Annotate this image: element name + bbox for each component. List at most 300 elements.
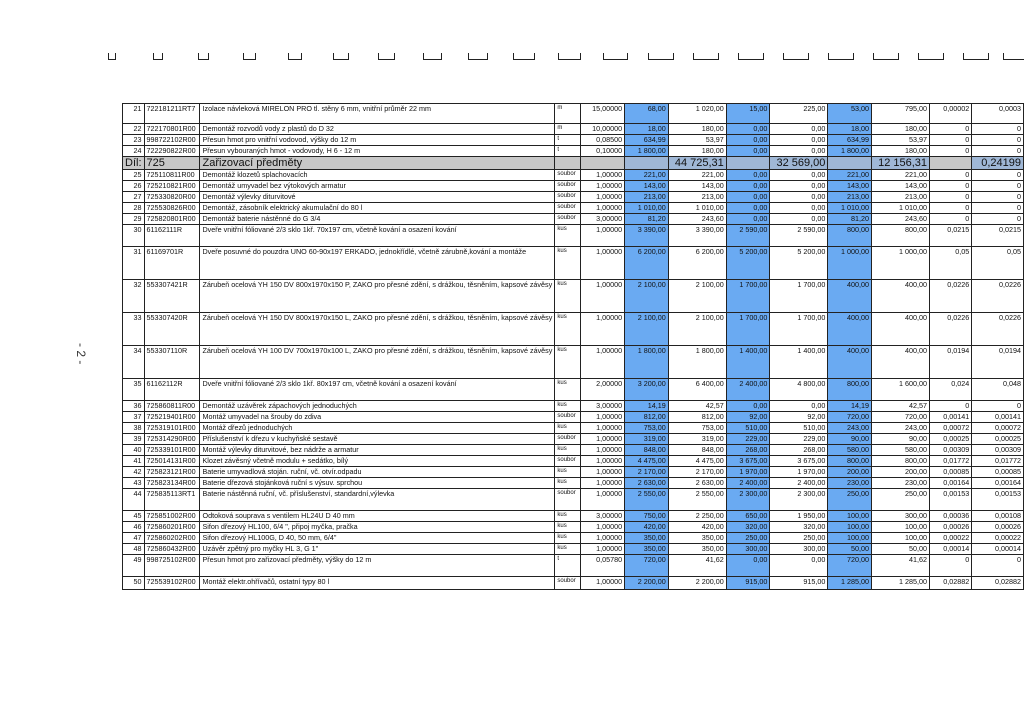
total-material-cell: 1 970,00 bbox=[770, 467, 828, 478]
unit-material-cell: 0,00 bbox=[726, 124, 770, 135]
quantity-cell: 3,00000 bbox=[581, 401, 625, 412]
unit-cell: kus bbox=[555, 511, 581, 522]
unit-weight-cell: 0,00085 bbox=[930, 467, 972, 478]
total-weight-cell: 0,01772 bbox=[972, 456, 1024, 467]
table-row bbox=[123, 577, 1024, 590]
unit-material-cell: 2 300,00 bbox=[726, 489, 770, 511]
unit-weight-cell: 0,00014 bbox=[930, 544, 972, 555]
total-labour-cell: 250,00 bbox=[872, 489, 930, 511]
item-description-cell: Izolace návleková MIRELON PRO tl. stěny 6 mm, vnitřní průměr 22 mm bbox=[200, 104, 555, 124]
item-code-cell: 725339101R00 bbox=[144, 445, 200, 456]
item-number-cell: 50 bbox=[123, 577, 145, 590]
unit-cell bbox=[555, 157, 581, 170]
edge-tick bbox=[918, 53, 944, 60]
unit-weight-cell: 0 bbox=[930, 170, 972, 181]
unit-material-cell: 92,00 bbox=[726, 412, 770, 423]
total-labour-cell: 41,62 bbox=[872, 555, 930, 577]
scan-edge-marks bbox=[108, 44, 1008, 60]
total-labour-cell: 1 010,00 bbox=[872, 203, 930, 214]
unit-labour-cell: 100,00 bbox=[828, 522, 872, 533]
item-number-cell: 34 bbox=[123, 346, 145, 379]
item-code-cell: 553307421R bbox=[144, 280, 200, 313]
total-labour-cell: 1 600,00 bbox=[872, 379, 930, 401]
total-material-cell: 1 950,00 bbox=[770, 511, 828, 522]
edge-tick bbox=[243, 53, 256, 60]
item-code-cell: 722181211RT7 bbox=[144, 104, 200, 124]
table-row bbox=[123, 280, 1024, 313]
unit-cell: kus bbox=[555, 280, 581, 313]
table-row bbox=[123, 124, 1024, 135]
unit-price-cell: 3 390,00 bbox=[625, 225, 669, 247]
item-number-cell: 42 bbox=[123, 467, 145, 478]
edge-tick bbox=[1003, 53, 1024, 60]
total-labour-cell: 1 285,00 bbox=[872, 577, 930, 590]
unit-material-cell: 320,00 bbox=[726, 522, 770, 533]
unit-material-cell: 268,00 bbox=[726, 445, 770, 456]
total-material-cell: 510,00 bbox=[770, 423, 828, 434]
total-weight-cell: 0,00309 bbox=[972, 445, 1024, 456]
table-row bbox=[123, 445, 1024, 456]
edge-tick bbox=[648, 53, 674, 60]
unit-material-cell: 1 970,00 bbox=[726, 467, 770, 478]
quantity-cell: 1,00000 bbox=[581, 522, 625, 533]
total-price-cell: 6 400,00 bbox=[668, 379, 726, 401]
unit-weight-cell: 0,0226 bbox=[930, 280, 972, 313]
total-weight-cell: 0,0215 bbox=[972, 225, 1024, 247]
unit-weight-cell: 0 bbox=[930, 146, 972, 157]
item-number-cell: 27 bbox=[123, 192, 145, 203]
table-row bbox=[123, 379, 1024, 401]
total-price-cell: 180,00 bbox=[668, 146, 726, 157]
total-labour-cell: 300,00 bbox=[872, 511, 930, 522]
item-description-cell: Klozet závěsný včetně modulu + sedátko, bílý bbox=[200, 456, 555, 467]
unit-labour-cell: 1 800,00 bbox=[828, 146, 872, 157]
total-price-cell: 753,00 bbox=[668, 423, 726, 434]
item-description-cell: Sifon dřezový HL100, 6/4 ", připoj myčka, pračka bbox=[200, 522, 555, 533]
unit-cell: m bbox=[555, 124, 581, 135]
total-material-cell: 300,00 bbox=[770, 544, 828, 555]
unit-price-cell: 18,00 bbox=[625, 124, 669, 135]
quantity-cell: 1,00000 bbox=[581, 313, 625, 346]
total-price-cell: 2 630,00 bbox=[668, 478, 726, 489]
unit-labour-cell: 720,00 bbox=[828, 555, 872, 577]
unit-material-cell: 15,00 bbox=[726, 104, 770, 124]
total-labour-cell: 400,00 bbox=[872, 313, 930, 346]
table-row bbox=[123, 170, 1024, 181]
total-labour-cell: 795,00 bbox=[872, 104, 930, 124]
total-material-cell: 0,00 bbox=[770, 192, 828, 203]
total-weight-cell: 0,05 bbox=[972, 247, 1024, 280]
unit-price-cell: 14,19 bbox=[625, 401, 669, 412]
unit-labour-cell: 100,00 bbox=[828, 511, 872, 522]
total-weight-cell: 0,02882 bbox=[972, 577, 1024, 590]
unit-material-cell: 5 200,00 bbox=[726, 247, 770, 280]
total-weight-cell: 0,0226 bbox=[972, 313, 1024, 346]
total-price-cell: 350,00 bbox=[668, 544, 726, 555]
unit-cell: kus bbox=[555, 401, 581, 412]
unit-price-cell: 720,00 bbox=[625, 555, 669, 577]
total-material-cell: 0,00 bbox=[770, 181, 828, 192]
table-row bbox=[123, 203, 1024, 214]
unit-weight-cell: 0,02882 bbox=[930, 577, 972, 590]
unit-cell: kus bbox=[555, 522, 581, 533]
unit-cell: kus bbox=[555, 379, 581, 401]
unit-weight-cell: 0,00141 bbox=[930, 412, 972, 423]
unit-material-cell: 0,00 bbox=[726, 214, 770, 225]
table-row bbox=[123, 522, 1024, 533]
item-code-cell: 725851002R00 bbox=[144, 511, 200, 522]
unit-material-cell: 1 400,00 bbox=[726, 346, 770, 379]
total-price-cell: 1 800,00 bbox=[668, 346, 726, 379]
unit-material-cell: 1 700,00 bbox=[726, 280, 770, 313]
unit-labour-cell bbox=[828, 157, 872, 170]
unit-labour-cell: 50,00 bbox=[828, 544, 872, 555]
item-description-cell: Zárubeň ocelová YH 150 DV 800x1970x150 L, ZAKO pro přesné zdění, s drážkou, těsněním, kapsové závěsy bbox=[200, 313, 555, 346]
total-material-cell: 0,00 bbox=[770, 555, 828, 577]
unit-material-cell: 0,00 bbox=[726, 146, 770, 157]
total-labour-cell: 50,00 bbox=[872, 544, 930, 555]
unit-material-cell: 229,00 bbox=[726, 434, 770, 445]
unit-price-cell: 221,00 bbox=[625, 170, 669, 181]
unit-cell: t bbox=[555, 555, 581, 577]
unit-labour-cell: 213,00 bbox=[828, 192, 872, 203]
unit-price-cell: 4 475,00 bbox=[625, 456, 669, 467]
item-code-cell: 725110811R00 bbox=[144, 170, 200, 181]
unit-material-cell: 0,00 bbox=[726, 192, 770, 203]
unit-weight-cell: 0 bbox=[930, 192, 972, 203]
unit-labour-cell: 53,00 bbox=[828, 104, 872, 124]
total-weight-cell: 0 bbox=[972, 203, 1024, 214]
quantity-cell: 1,00000 bbox=[581, 434, 625, 445]
unit-cell: kus bbox=[555, 423, 581, 434]
unit-material-cell: 2 590,00 bbox=[726, 225, 770, 247]
total-weight-cell: 0 bbox=[972, 135, 1024, 146]
total-weight-cell: 0 bbox=[972, 192, 1024, 203]
unit-price-cell: 753,00 bbox=[625, 423, 669, 434]
total-price-cell: 350,00 bbox=[668, 533, 726, 544]
item-number-cell: 26 bbox=[123, 181, 145, 192]
edge-tick bbox=[378, 53, 395, 60]
unit-material-cell: 250,00 bbox=[726, 533, 770, 544]
quantity-cell: 0,05780 bbox=[581, 555, 625, 577]
unit-price-cell: 2 170,00 bbox=[625, 467, 669, 478]
item-code-cell: 725860202R00 bbox=[144, 533, 200, 544]
total-price-cell: 180,00 bbox=[668, 124, 726, 135]
edge-tick bbox=[108, 53, 116, 60]
table-row bbox=[123, 214, 1024, 225]
item-code-cell: 725 bbox=[144, 157, 200, 170]
item-description-cell: Demontáž výlevky diturvitové bbox=[200, 192, 555, 203]
total-material-cell: 0,00 bbox=[770, 214, 828, 225]
unit-weight-cell bbox=[930, 157, 972, 170]
unit-weight-cell: 0 bbox=[930, 135, 972, 146]
section-row bbox=[123, 157, 1024, 170]
item-code-cell: 553307110R bbox=[144, 346, 200, 379]
total-material-cell: 915,00 bbox=[770, 577, 828, 590]
unit-material-cell: 3 675,00 bbox=[726, 456, 770, 467]
total-price-cell: 3 390,00 bbox=[668, 225, 726, 247]
total-labour-cell: 100,00 bbox=[872, 533, 930, 544]
total-weight-cell: 0,0003 bbox=[972, 104, 1024, 124]
unit-material-cell: 1 700,00 bbox=[726, 313, 770, 346]
table-row bbox=[123, 313, 1024, 346]
item-number-cell: 35 bbox=[123, 379, 145, 401]
edge-tick bbox=[558, 53, 581, 60]
unit-price-cell: 2 630,00 bbox=[625, 478, 669, 489]
total-price-cell: 243,60 bbox=[668, 214, 726, 225]
item-description-cell: Demontáž uzávěrek zápachových jednoduchých bbox=[200, 401, 555, 412]
table-row bbox=[123, 478, 1024, 489]
total-labour-cell: 800,00 bbox=[872, 456, 930, 467]
item-description-cell: Montáž dřezů jednoduchých bbox=[200, 423, 555, 434]
item-description-cell: Baterie dřezová stojánková ruční s výsuv. sprchou bbox=[200, 478, 555, 489]
total-material-cell: 2 590,00 bbox=[770, 225, 828, 247]
quantity-cell: 1,00000 bbox=[581, 247, 625, 280]
total-material-cell: 250,00 bbox=[770, 533, 828, 544]
quantity-cell bbox=[581, 157, 625, 170]
unit-material-cell: 0,00 bbox=[726, 181, 770, 192]
unit-weight-cell: 0,0194 bbox=[930, 346, 972, 379]
unit-price-cell: 2 100,00 bbox=[625, 280, 669, 313]
table-row bbox=[123, 544, 1024, 555]
table-row bbox=[123, 192, 1024, 203]
item-code-cell: 553307420R bbox=[144, 313, 200, 346]
unit-labour-cell: 143,00 bbox=[828, 181, 872, 192]
item-number-cell: 23 bbox=[123, 135, 145, 146]
total-labour-cell: 53,97 bbox=[872, 135, 930, 146]
total-labour-cell: 200,00 bbox=[872, 467, 930, 478]
item-number-cell: 28 bbox=[123, 203, 145, 214]
item-description-cell: Baterie umyvadlová stoján. ruční, vč. otvír.odpadu bbox=[200, 467, 555, 478]
total-material-cell: 32 569,00 bbox=[770, 157, 828, 170]
unit-price-cell bbox=[625, 157, 669, 170]
item-code-cell: 61162112R bbox=[144, 379, 200, 401]
unit-price-cell: 81,20 bbox=[625, 214, 669, 225]
total-weight-cell: 0,00141 bbox=[972, 412, 1024, 423]
table-row bbox=[123, 135, 1024, 146]
edge-tick bbox=[198, 53, 209, 60]
unit-price-cell: 750,00 bbox=[625, 511, 669, 522]
unit-cell: kus bbox=[555, 445, 581, 456]
unit-cell: soubor bbox=[555, 412, 581, 423]
item-description-cell: Montáž elektr.ohřívačů, ostatní typy 80 l bbox=[200, 577, 555, 590]
total-labour-cell: 400,00 bbox=[872, 346, 930, 379]
unit-price-cell: 3 200,00 bbox=[625, 379, 669, 401]
total-weight-cell: 0,00014 bbox=[972, 544, 1024, 555]
unit-material-cell: 650,00 bbox=[726, 511, 770, 522]
item-description-cell: Dveře posuvné do pouzdra UNO 60-90x197 ERKADO, jednokřídlé, včetně zárubně,kování a montáže bbox=[200, 247, 555, 280]
total-price-cell: 42,57 bbox=[668, 401, 726, 412]
total-labour-cell: 100,00 bbox=[872, 522, 930, 533]
total-price-cell: 53,97 bbox=[668, 135, 726, 146]
total-material-cell: 4 800,00 bbox=[770, 379, 828, 401]
item-number-cell: 30 bbox=[123, 225, 145, 247]
edge-tick bbox=[783, 53, 809, 60]
total-price-cell: 420,00 bbox=[668, 522, 726, 533]
unit-weight-cell: 0,0215 bbox=[930, 225, 972, 247]
unit-price-cell: 1 800,00 bbox=[625, 146, 669, 157]
total-weight-cell: 0,00085 bbox=[972, 467, 1024, 478]
total-weight-cell: 0 bbox=[972, 555, 1024, 577]
item-code-cell: 725823121R00 bbox=[144, 467, 200, 478]
total-price-cell: 221,00 bbox=[668, 170, 726, 181]
total-material-cell: 5 200,00 bbox=[770, 247, 828, 280]
unit-cell: soubor bbox=[555, 192, 581, 203]
unit-labour-cell: 800,00 bbox=[828, 456, 872, 467]
item-code-cell: 725860201R00 bbox=[144, 522, 200, 533]
quantity-cell: 1,00000 bbox=[581, 577, 625, 590]
unit-cell: soubor bbox=[555, 214, 581, 225]
unit-labour-cell: 221,00 bbox=[828, 170, 872, 181]
unit-labour-cell: 1 000,00 bbox=[828, 247, 872, 280]
unit-labour-cell: 800,00 bbox=[828, 379, 872, 401]
edge-tick bbox=[468, 53, 488, 60]
total-labour-cell: 213,00 bbox=[872, 192, 930, 203]
item-number-cell: 37 bbox=[123, 412, 145, 423]
unit-labour-cell: 400,00 bbox=[828, 346, 872, 379]
total-price-cell: 2 550,00 bbox=[668, 489, 726, 511]
unit-price-cell: 812,00 bbox=[625, 412, 669, 423]
item-code-cell: 61169701R bbox=[144, 247, 200, 280]
table-row bbox=[123, 434, 1024, 445]
edge-tick bbox=[423, 53, 442, 60]
total-material-cell: 2 400,00 bbox=[770, 478, 828, 489]
quantity-cell: 1,00000 bbox=[581, 225, 625, 247]
item-description-cell: Demontáž umyvadel bez výtokových armatur bbox=[200, 181, 555, 192]
item-number-cell: 43 bbox=[123, 478, 145, 489]
total-weight-cell: 0,00022 bbox=[972, 533, 1024, 544]
unit-price-cell: 143,00 bbox=[625, 181, 669, 192]
unit-labour-cell: 580,00 bbox=[828, 445, 872, 456]
total-weight-cell: 0,00025 bbox=[972, 434, 1024, 445]
item-number-cell: 29 bbox=[123, 214, 145, 225]
edge-tick bbox=[288, 53, 302, 60]
unit-cell: t bbox=[555, 135, 581, 146]
total-price-cell: 319,00 bbox=[668, 434, 726, 445]
item-code-cell: 725330820R00 bbox=[144, 192, 200, 203]
edge-tick bbox=[738, 53, 764, 60]
table-row bbox=[123, 346, 1024, 379]
total-material-cell: 225,00 bbox=[770, 104, 828, 124]
item-number-cell: 24 bbox=[123, 146, 145, 157]
unit-labour-cell: 243,00 bbox=[828, 423, 872, 434]
edge-tick bbox=[603, 53, 628, 60]
total-weight-cell: 0,0194 bbox=[972, 346, 1024, 379]
table-row bbox=[123, 533, 1024, 544]
total-price-cell: 2 100,00 bbox=[668, 280, 726, 313]
total-labour-cell: 180,00 bbox=[872, 124, 930, 135]
item-description-cell: Zařizovací předměty bbox=[200, 157, 555, 170]
total-labour-cell: 42,57 bbox=[872, 401, 930, 412]
total-material-cell: 0,00 bbox=[770, 203, 828, 214]
item-number-cell: 49 bbox=[123, 555, 145, 577]
item-number-cell: 36 bbox=[123, 401, 145, 412]
unit-cell: kus bbox=[555, 544, 581, 555]
unit-price-cell: 2 100,00 bbox=[625, 313, 669, 346]
unit-material-cell: 0,00 bbox=[726, 203, 770, 214]
total-labour-cell: 720,00 bbox=[872, 412, 930, 423]
total-price-cell: 44 725,31 bbox=[668, 157, 726, 170]
quantity-cell: 3,00000 bbox=[581, 214, 625, 225]
unit-cell: kus bbox=[555, 313, 581, 346]
unit-weight-cell: 0,00164 bbox=[930, 478, 972, 489]
page-number-mark: - 2 - bbox=[74, 343, 88, 365]
edge-tick bbox=[693, 53, 719, 60]
unit-cell: kus bbox=[555, 533, 581, 544]
total-material-cell: 1 700,00 bbox=[770, 280, 828, 313]
item-description-cell: Uzávěr zpětný pro myčky HL 3, G 1" bbox=[200, 544, 555, 555]
total-weight-cell: 0 bbox=[972, 401, 1024, 412]
unit-price-cell: 350,00 bbox=[625, 544, 669, 555]
item-code-cell: 725014131R00 bbox=[144, 456, 200, 467]
total-weight-cell: 0,00108 bbox=[972, 511, 1024, 522]
unit-weight-cell: 0,00026 bbox=[930, 522, 972, 533]
total-weight-cell: 0,00072 bbox=[972, 423, 1024, 434]
total-labour-cell: 230,00 bbox=[872, 478, 930, 489]
quantity-cell: 1,00000 bbox=[581, 478, 625, 489]
quantity-cell: 1,00000 bbox=[581, 181, 625, 192]
total-weight-cell: 0 bbox=[972, 214, 1024, 225]
total-labour-cell: 400,00 bbox=[872, 280, 930, 313]
total-material-cell: 0,00 bbox=[770, 124, 828, 135]
total-labour-cell: 221,00 bbox=[872, 170, 930, 181]
unit-cell: kus bbox=[555, 247, 581, 280]
unit-material-cell: 2 400,00 bbox=[726, 478, 770, 489]
table-row bbox=[123, 247, 1024, 280]
total-material-cell: 0,00 bbox=[770, 146, 828, 157]
unit-cell: soubor bbox=[555, 577, 581, 590]
total-weight-cell: 0,048 bbox=[972, 379, 1024, 401]
item-code-cell: 722290822R00 bbox=[144, 146, 200, 157]
total-material-cell: 229,00 bbox=[770, 434, 828, 445]
item-code-cell: 998722102R00 bbox=[144, 135, 200, 146]
item-code-cell: 61162111R bbox=[144, 225, 200, 247]
unit-labour-cell: 230,00 bbox=[828, 478, 872, 489]
unit-weight-cell: 0,00153 bbox=[930, 489, 972, 511]
total-weight-cell: 0 bbox=[972, 124, 1024, 135]
item-code-cell: 725835113RT1 bbox=[144, 489, 200, 511]
quantity-cell: 1,00000 bbox=[581, 489, 625, 511]
item-number-cell: 40 bbox=[123, 445, 145, 456]
item-code-cell: 725319101R00 bbox=[144, 423, 200, 434]
unit-material-cell: 0,00 bbox=[726, 135, 770, 146]
total-labour-cell: 580,00 bbox=[872, 445, 930, 456]
unit-weight-cell: 0,05 bbox=[930, 247, 972, 280]
unit-cell: kus bbox=[555, 478, 581, 489]
item-number-cell: 47 bbox=[123, 533, 145, 544]
edge-tick bbox=[513, 53, 535, 60]
table-row bbox=[123, 146, 1024, 157]
quantity-cell: 15,00000 bbox=[581, 104, 625, 124]
unit-material-cell: 0,00 bbox=[726, 170, 770, 181]
edge-tick bbox=[963, 53, 989, 60]
unit-cell: kus bbox=[555, 346, 581, 379]
quantity-cell: 0,08500 bbox=[581, 135, 625, 146]
total-price-cell: 2 200,00 bbox=[668, 577, 726, 590]
total-material-cell: 320,00 bbox=[770, 522, 828, 533]
total-price-cell: 812,00 bbox=[668, 412, 726, 423]
edge-tick bbox=[333, 53, 349, 60]
unit-price-cell: 6 200,00 bbox=[625, 247, 669, 280]
total-weight-cell: 0,00153 bbox=[972, 489, 1024, 511]
unit-labour-cell: 18,00 bbox=[828, 124, 872, 135]
unit-cell: soubor bbox=[555, 181, 581, 192]
total-labour-cell: 1 000,00 bbox=[872, 247, 930, 280]
table-row bbox=[123, 104, 1024, 124]
item-description-cell: Dveře vnitřní fóliované 2/3 sklo 1kř. 70x197 cm, včetně kování a osazení kování bbox=[200, 225, 555, 247]
unit-material-cell: 2 400,00 bbox=[726, 379, 770, 401]
total-price-cell: 2 170,00 bbox=[668, 467, 726, 478]
